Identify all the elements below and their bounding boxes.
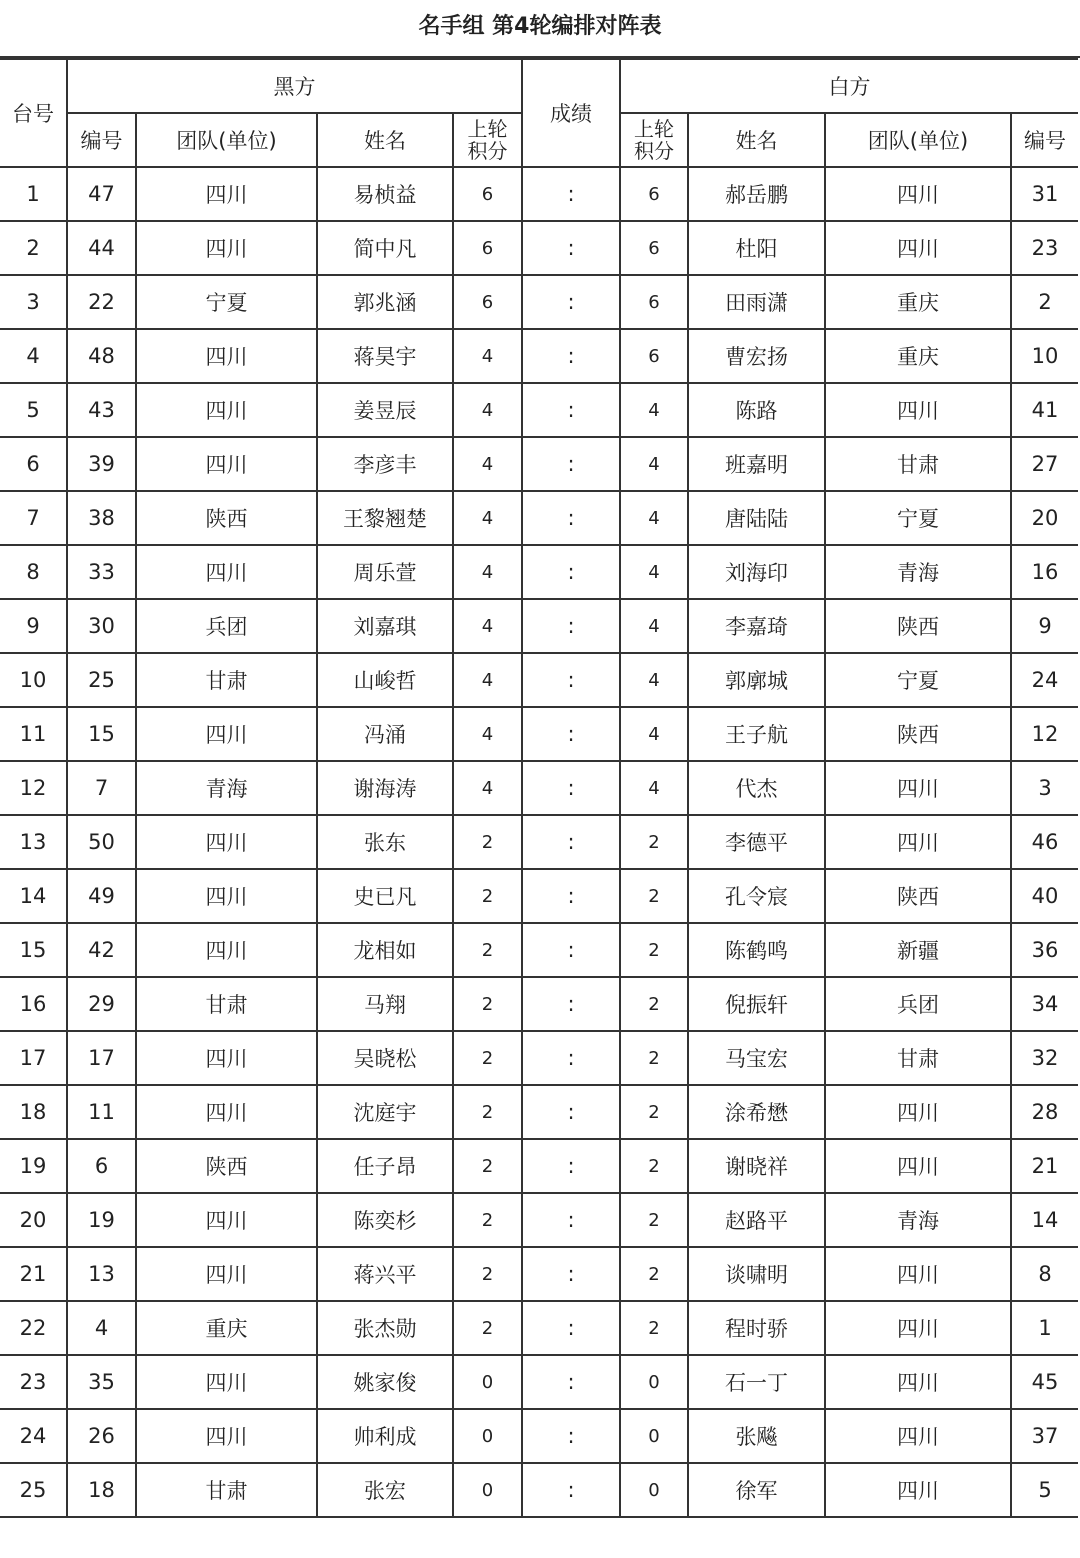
cell-table-no: 18 xyxy=(0,1085,67,1139)
cell-black-name: 李彦丰 xyxy=(317,437,453,491)
cell-white-no: 20 xyxy=(1011,491,1078,545)
cell-black-prev-score: 4 xyxy=(453,653,522,707)
cell-black-no: 26 xyxy=(67,1409,136,1463)
cell-black-prev-score: 2 xyxy=(453,815,522,869)
table-row xyxy=(0,815,1078,869)
table-row xyxy=(0,1463,1078,1517)
cell-white-prev-score: 0 xyxy=(620,1409,688,1463)
cell-black-no: 30 xyxy=(67,599,136,653)
cell-white-team: 四川 xyxy=(825,815,1011,869)
cell-black-team: 四川 xyxy=(136,1085,317,1139)
cell-table-no: 7 xyxy=(0,491,67,545)
cell-table-no: 20 xyxy=(0,1193,67,1247)
cell-black-no: 42 xyxy=(67,923,136,977)
table-row xyxy=(0,761,1078,815)
cell-white-name: 郝岳鹏 xyxy=(688,167,825,221)
cell-white-prev-score: 2 xyxy=(620,869,688,923)
cell-result: : xyxy=(522,1463,620,1517)
cell-white-no: 40 xyxy=(1011,869,1078,923)
cell-black-prev-score: 4 xyxy=(453,761,522,815)
header-white-no: 编号 xyxy=(1011,113,1078,167)
cell-black-prev-score: 4 xyxy=(453,329,522,383)
cell-black-team: 四川 xyxy=(136,545,317,599)
cell-white-name: 赵路平 xyxy=(688,1193,825,1247)
cell-black-team: 陕西 xyxy=(136,1139,317,1193)
cell-black-team: 四川 xyxy=(136,1031,317,1085)
cell-black-prev-score: 2 xyxy=(453,977,522,1031)
cell-black-name: 周乐萱 xyxy=(317,545,453,599)
cell-table-no: 16 xyxy=(0,977,67,1031)
cell-result: : xyxy=(522,653,620,707)
cell-black-team: 四川 xyxy=(136,869,317,923)
cell-black-name: 张东 xyxy=(317,815,453,869)
cell-black-name: 帅利成 xyxy=(317,1409,453,1463)
cell-black-team: 四川 xyxy=(136,329,317,383)
cell-black-name: 吴晓松 xyxy=(317,1031,453,1085)
table-row xyxy=(0,923,1078,977)
cell-black-team: 甘肃 xyxy=(136,653,317,707)
cell-black-no: 44 xyxy=(67,221,136,275)
cell-table-no: 8 xyxy=(0,545,67,599)
cell-black-no: 35 xyxy=(67,1355,136,1409)
cell-black-no: 43 xyxy=(67,383,136,437)
cell-black-prev-score: 4 xyxy=(453,491,522,545)
cell-result: : xyxy=(522,1031,620,1085)
cell-white-no: 34 xyxy=(1011,977,1078,1031)
cell-black-team: 青海 xyxy=(136,761,317,815)
table-row xyxy=(0,491,1078,545)
cell-black-name: 简中凡 xyxy=(317,221,453,275)
cell-result: : xyxy=(522,167,620,221)
cell-white-prev-score: 2 xyxy=(620,1031,688,1085)
cell-table-no: 3 xyxy=(0,275,67,329)
cell-white-team: 四川 xyxy=(825,1139,1011,1193)
cell-black-prev-score: 6 xyxy=(453,221,522,275)
cell-result: : xyxy=(522,923,620,977)
cell-white-no: 45 xyxy=(1011,1355,1078,1409)
cell-white-no: 46 xyxy=(1011,815,1078,869)
cell-white-team: 四川 xyxy=(825,761,1011,815)
cell-white-name: 石一丁 xyxy=(688,1355,825,1409)
cell-black-prev-score: 2 xyxy=(453,1247,522,1301)
cell-result: : xyxy=(522,1085,620,1139)
header-black-prev-score: 上轮积分 xyxy=(453,113,522,167)
cell-white-no: 8 xyxy=(1011,1247,1078,1301)
cell-black-no: 13 xyxy=(67,1247,136,1301)
cell-black-no: 49 xyxy=(67,869,136,923)
cell-result: : xyxy=(522,1193,620,1247)
cell-white-prev-score: 6 xyxy=(620,167,688,221)
header-white-team: 团队(单位) xyxy=(825,113,1011,167)
table-row xyxy=(0,1301,1078,1355)
table-row xyxy=(0,869,1078,923)
cell-white-prev-score: 2 xyxy=(620,1085,688,1139)
cell-white-team: 四川 xyxy=(825,1409,1011,1463)
header-black-name: 姓名 xyxy=(317,113,453,167)
cell-table-no: 6 xyxy=(0,437,67,491)
cell-black-no: 48 xyxy=(67,329,136,383)
cell-black-no: 47 xyxy=(67,167,136,221)
cell-black-team: 四川 xyxy=(136,437,317,491)
cell-black-name: 任子昂 xyxy=(317,1139,453,1193)
cell-black-team: 甘肃 xyxy=(136,1463,317,1517)
cell-white-team: 陕西 xyxy=(825,599,1011,653)
cell-result: : xyxy=(522,1301,620,1355)
cell-white-no: 24 xyxy=(1011,653,1078,707)
cell-black-prev-score: 0 xyxy=(453,1463,522,1517)
cell-white-no: 36 xyxy=(1011,923,1078,977)
cell-white-no: 9 xyxy=(1011,599,1078,653)
cell-black-no: 18 xyxy=(67,1463,136,1517)
cell-table-no: 13 xyxy=(0,815,67,869)
cell-white-name: 马宝宏 xyxy=(688,1031,825,1085)
cell-white-prev-score: 2 xyxy=(620,923,688,977)
cell-white-no: 10 xyxy=(1011,329,1078,383)
cell-table-no: 22 xyxy=(0,1301,67,1355)
cell-white-name: 孔令宸 xyxy=(688,869,825,923)
cell-white-prev-score: 2 xyxy=(620,1193,688,1247)
cell-white-team: 兵团 xyxy=(825,977,1011,1031)
cell-white-prev-score: 4 xyxy=(620,383,688,437)
cell-black-name: 山峻哲 xyxy=(317,653,453,707)
cell-black-no: 25 xyxy=(67,653,136,707)
cell-white-no: 14 xyxy=(1011,1193,1078,1247)
cell-result: : xyxy=(522,329,620,383)
cell-black-name: 马翔 xyxy=(317,977,453,1031)
cell-white-team: 新疆 xyxy=(825,923,1011,977)
cell-black-no: 4 xyxy=(67,1301,136,1355)
cell-white-name: 程时骄 xyxy=(688,1301,825,1355)
cell-result: : xyxy=(522,1247,620,1301)
cell-white-prev-score: 0 xyxy=(620,1463,688,1517)
cell-result: : xyxy=(522,545,620,599)
cell-table-no: 17 xyxy=(0,1031,67,1085)
cell-white-no: 2 xyxy=(1011,275,1078,329)
cell-white-name: 郭廓城 xyxy=(688,653,825,707)
cell-white-team: 甘肃 xyxy=(825,1031,1011,1085)
cell-table-no: 25 xyxy=(0,1463,67,1517)
cell-white-no: 12 xyxy=(1011,707,1078,761)
cell-white-name: 田雨潇 xyxy=(688,275,825,329)
cell-table-no: 1 xyxy=(0,167,67,221)
cell-white-prev-score: 2 xyxy=(620,977,688,1031)
cell-white-team: 宁夏 xyxy=(825,491,1011,545)
cell-black-prev-score: 2 xyxy=(453,869,522,923)
cell-black-team: 四川 xyxy=(136,707,317,761)
cell-black-prev-score: 4 xyxy=(453,545,522,599)
cell-black-prev-score: 2 xyxy=(453,923,522,977)
cell-black-name: 冯涌 xyxy=(317,707,453,761)
table-row xyxy=(0,599,1078,653)
cell-result: : xyxy=(522,599,620,653)
cell-black-prev-score: 2 xyxy=(453,1085,522,1139)
cell-white-team: 四川 xyxy=(825,1463,1011,1517)
cell-black-name: 姚家俊 xyxy=(317,1355,453,1409)
cell-white-team: 四川 xyxy=(825,167,1011,221)
cell-black-no: 39 xyxy=(67,437,136,491)
cell-white-no: 23 xyxy=(1011,221,1078,275)
cell-white-prev-score: 4 xyxy=(620,491,688,545)
cell-white-no: 32 xyxy=(1011,1031,1078,1085)
cell-white-name: 陈鹤鸣 xyxy=(688,923,825,977)
cell-black-team: 四川 xyxy=(136,1355,317,1409)
cell-white-prev-score: 4 xyxy=(620,653,688,707)
cell-black-no: 19 xyxy=(67,1193,136,1247)
cell-black-team: 甘肃 xyxy=(136,977,317,1031)
cell-white-name: 曹宏扬 xyxy=(688,329,825,383)
table-row xyxy=(0,977,1078,1031)
cell-black-prev-score: 0 xyxy=(453,1409,522,1463)
cell-black-prev-score: 2 xyxy=(453,1193,522,1247)
cell-white-name: 李嘉琦 xyxy=(688,599,825,653)
cell-white-prev-score: 2 xyxy=(620,1301,688,1355)
cell-black-no: 50 xyxy=(67,815,136,869)
cell-white-no: 21 xyxy=(1011,1139,1078,1193)
cell-white-no: 41 xyxy=(1011,383,1078,437)
table-row xyxy=(0,707,1078,761)
cell-black-team: 四川 xyxy=(136,383,317,437)
cell-black-no: 11 xyxy=(67,1085,136,1139)
cell-black-prev-score: 2 xyxy=(453,1301,522,1355)
cell-black-name: 陈奕杉 xyxy=(317,1193,453,1247)
cell-white-no: 5 xyxy=(1011,1463,1078,1517)
cell-black-name: 易桢益 xyxy=(317,167,453,221)
cell-white-name: 班嘉明 xyxy=(688,437,825,491)
cell-result: : xyxy=(522,1409,620,1463)
cell-white-name: 涂希懋 xyxy=(688,1085,825,1139)
cell-white-name: 谢晓祥 xyxy=(688,1139,825,1193)
cell-table-no: 23 xyxy=(0,1355,67,1409)
cell-black-name: 刘嘉琪 xyxy=(317,599,453,653)
header-result: 成绩 xyxy=(522,59,620,167)
cell-table-no: 14 xyxy=(0,869,67,923)
cell-table-no: 2 xyxy=(0,221,67,275)
cell-black-team: 四川 xyxy=(136,1247,317,1301)
cell-black-team: 陕西 xyxy=(136,491,317,545)
cell-black-no: 17 xyxy=(67,1031,136,1085)
cell-black-team: 四川 xyxy=(136,815,317,869)
cell-white-name: 陈路 xyxy=(688,383,825,437)
page-title: 名手组 第4轮编排对阵表 xyxy=(0,0,1080,58)
table-row xyxy=(0,1355,1078,1409)
cell-black-team: 宁夏 xyxy=(136,275,317,329)
cell-white-no: 1 xyxy=(1011,1301,1078,1355)
header-white-name: 姓名 xyxy=(688,113,825,167)
cell-white-prev-score: 4 xyxy=(620,545,688,599)
cell-white-name: 唐陆陆 xyxy=(688,491,825,545)
cell-table-no: 11 xyxy=(0,707,67,761)
table-row xyxy=(0,1085,1078,1139)
cell-white-name: 王子航 xyxy=(688,707,825,761)
cell-black-name: 姜昱辰 xyxy=(317,383,453,437)
cell-black-no: 22 xyxy=(67,275,136,329)
cell-black-no: 38 xyxy=(67,491,136,545)
cell-black-name: 张宏 xyxy=(317,1463,453,1517)
cell-white-name: 倪振轩 xyxy=(688,977,825,1031)
cell-table-no: 19 xyxy=(0,1139,67,1193)
cell-white-team: 四川 xyxy=(825,1301,1011,1355)
cell-white-team: 甘肃 xyxy=(825,437,1011,491)
cell-white-name: 杜阳 xyxy=(688,221,825,275)
cell-white-team: 四川 xyxy=(825,1355,1011,1409)
cell-result: : xyxy=(522,491,620,545)
cell-result: : xyxy=(522,815,620,869)
cell-result: : xyxy=(522,437,620,491)
cell-black-name: 张杰勋 xyxy=(317,1301,453,1355)
cell-white-no: 37 xyxy=(1011,1409,1078,1463)
cell-white-prev-score: 0 xyxy=(620,1355,688,1409)
table-row xyxy=(0,1247,1078,1301)
cell-table-no: 24 xyxy=(0,1409,67,1463)
cell-black-name: 蒋昊宇 xyxy=(317,329,453,383)
cell-black-no: 29 xyxy=(67,977,136,1031)
cell-black-prev-score: 0 xyxy=(453,1355,522,1409)
cell-white-name: 徐军 xyxy=(688,1463,825,1517)
cell-black-name: 史已凡 xyxy=(317,869,453,923)
cell-white-team: 重庆 xyxy=(825,275,1011,329)
cell-black-no: 33 xyxy=(67,545,136,599)
cell-table-no: 5 xyxy=(0,383,67,437)
cell-black-no: 6 xyxy=(67,1139,136,1193)
cell-white-prev-score: 4 xyxy=(620,707,688,761)
cell-result: : xyxy=(522,1355,620,1409)
cell-table-no: 21 xyxy=(0,1247,67,1301)
table-row xyxy=(0,167,1078,221)
table-row xyxy=(0,383,1078,437)
cell-white-team: 四川 xyxy=(825,383,1011,437)
cell-table-no: 10 xyxy=(0,653,67,707)
table-row xyxy=(0,1031,1078,1085)
table-row xyxy=(0,221,1078,275)
table-row xyxy=(0,437,1078,491)
cell-black-prev-score: 4 xyxy=(453,599,522,653)
cell-white-prev-score: 4 xyxy=(620,599,688,653)
cell-black-prev-score: 6 xyxy=(453,167,522,221)
cell-black-name: 蒋兴平 xyxy=(317,1247,453,1301)
cell-white-team: 陕西 xyxy=(825,707,1011,761)
cell-black-prev-score: 4 xyxy=(453,707,522,761)
cell-result: : xyxy=(522,707,620,761)
cell-table-no: 4 xyxy=(0,329,67,383)
cell-result: : xyxy=(522,869,620,923)
cell-white-name: 谈啸明 xyxy=(688,1247,825,1301)
cell-black-name: 王黎翘楚 xyxy=(317,491,453,545)
cell-white-no: 3 xyxy=(1011,761,1078,815)
cell-black-prev-score: 4 xyxy=(453,383,522,437)
table-row xyxy=(0,1139,1078,1193)
cell-black-team: 四川 xyxy=(136,1193,317,1247)
cell-black-prev-score: 4 xyxy=(453,437,522,491)
cell-white-team: 四川 xyxy=(825,1247,1011,1301)
cell-black-team: 四川 xyxy=(136,1409,317,1463)
cell-white-no: 28 xyxy=(1011,1085,1078,1139)
cell-table-no: 15 xyxy=(0,923,67,977)
cell-white-prev-score: 2 xyxy=(620,815,688,869)
cell-black-team: 重庆 xyxy=(136,1301,317,1355)
cell-black-name: 郭兆涵 xyxy=(317,275,453,329)
cell-white-prev-score: 6 xyxy=(620,221,688,275)
header-white-prev-score: 上轮积分 xyxy=(620,113,688,167)
cell-result: : xyxy=(522,221,620,275)
cell-white-prev-score: 6 xyxy=(620,329,688,383)
cell-black-team: 四川 xyxy=(136,167,317,221)
cell-result: : xyxy=(522,1139,620,1193)
table-row xyxy=(0,1193,1078,1247)
header-black-no: 编号 xyxy=(67,113,136,167)
cell-white-team: 青海 xyxy=(825,1193,1011,1247)
cell-white-team: 四川 xyxy=(825,1085,1011,1139)
cell-white-name: 李德平 xyxy=(688,815,825,869)
header-table-no: 台号 xyxy=(0,59,67,167)
table-row xyxy=(0,545,1078,599)
cell-result: : xyxy=(522,383,620,437)
cell-white-team: 青海 xyxy=(825,545,1011,599)
cell-result: : xyxy=(522,275,620,329)
cell-black-team: 四川 xyxy=(136,923,317,977)
header-white: 白方 xyxy=(620,59,1078,113)
header-black: 黑方 xyxy=(67,59,522,113)
cell-white-no: 31 xyxy=(1011,167,1078,221)
cell-white-team: 四川 xyxy=(825,221,1011,275)
cell-white-name: 张飚 xyxy=(688,1409,825,1463)
cell-white-prev-score: 2 xyxy=(620,1247,688,1301)
cell-black-name: 沈庭宇 xyxy=(317,1085,453,1139)
cell-white-team: 重庆 xyxy=(825,329,1011,383)
cell-result: : xyxy=(522,761,620,815)
cell-table-no: 12 xyxy=(0,761,67,815)
cell-black-name: 谢海涛 xyxy=(317,761,453,815)
cell-white-team: 宁夏 xyxy=(825,653,1011,707)
cell-white-name: 刘海印 xyxy=(688,545,825,599)
cell-black-team: 兵团 xyxy=(136,599,317,653)
cell-black-team: 四川 xyxy=(136,221,317,275)
cell-result: : xyxy=(522,977,620,1031)
cell-black-no: 15 xyxy=(67,707,136,761)
cell-black-prev-score: 6 xyxy=(453,275,522,329)
table-row xyxy=(0,653,1078,707)
cell-white-prev-score: 2 xyxy=(620,1139,688,1193)
cell-white-prev-score: 4 xyxy=(620,437,688,491)
header-black-team: 团队(单位) xyxy=(136,113,317,167)
cell-black-prev-score: 2 xyxy=(453,1031,522,1085)
cell-table-no: 9 xyxy=(0,599,67,653)
pairing-table xyxy=(0,58,1078,1518)
table-row xyxy=(0,275,1078,329)
cell-black-no: 7 xyxy=(67,761,136,815)
table-row xyxy=(0,329,1078,383)
table-row xyxy=(0,1409,1078,1463)
cell-white-prev-score: 6 xyxy=(620,275,688,329)
cell-white-no: 27 xyxy=(1011,437,1078,491)
cell-white-team: 陕西 xyxy=(825,869,1011,923)
cell-black-name: 龙相如 xyxy=(317,923,453,977)
cell-white-no: 16 xyxy=(1011,545,1078,599)
cell-white-prev-score: 4 xyxy=(620,761,688,815)
cell-white-name: 代杰 xyxy=(688,761,825,815)
cell-black-prev-score: 2 xyxy=(453,1139,522,1193)
